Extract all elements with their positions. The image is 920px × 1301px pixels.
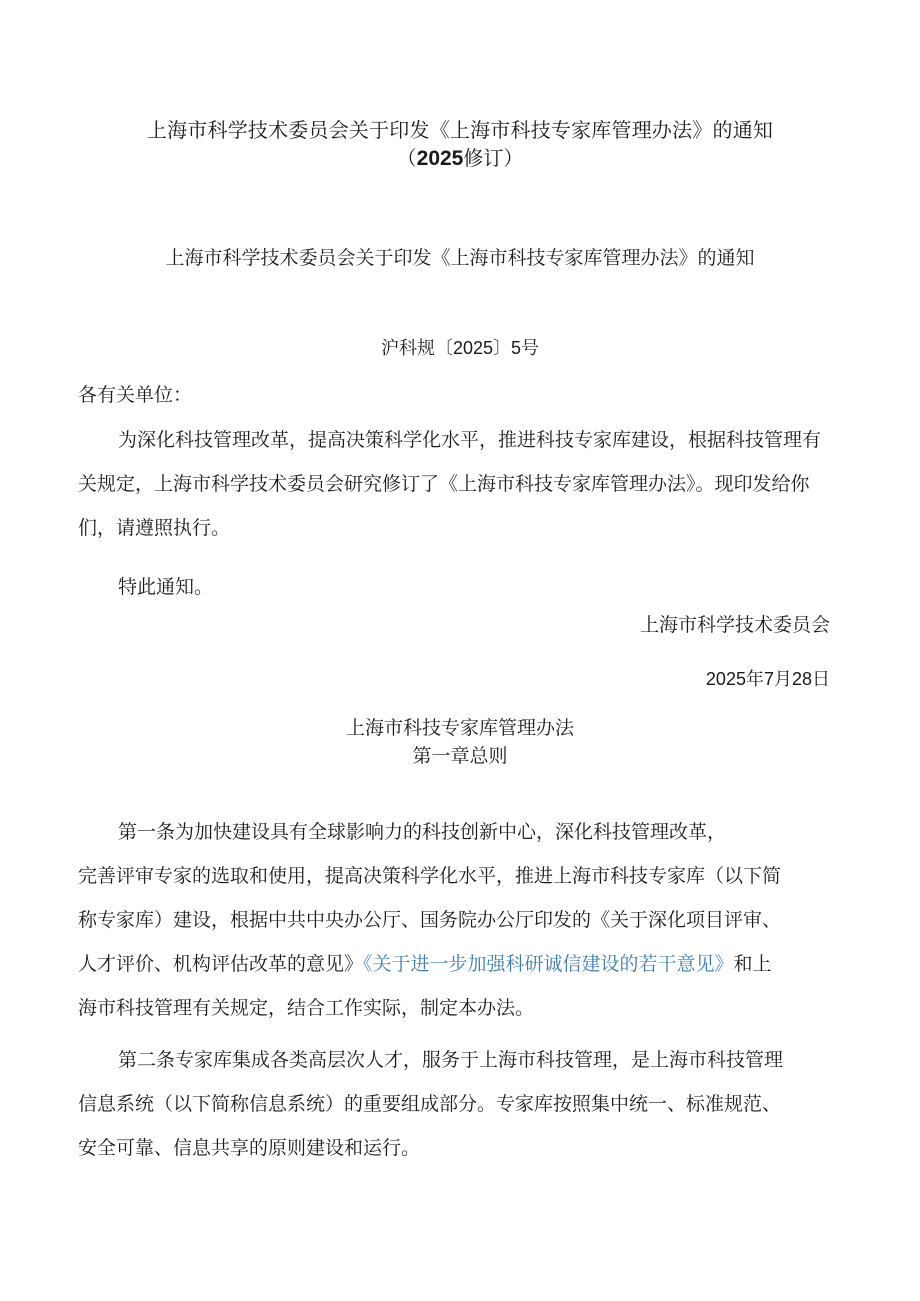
addressee: 各有关单位： <box>78 384 193 406</box>
signature-date: 2025年7月28日 <box>705 669 830 689</box>
article-1-line: 海市科技管理有关规定，结合工作实际，制定本办法。 <box>78 997 535 1019</box>
revision-year: 2025 <box>416 147 464 170</box>
article-1-line: 完善评审专家的选取和使用，提高决策科学化水平，推进上海市科技专家库（以下简 <box>78 865 782 887</box>
article-1-text-4b: 和上 <box>733 953 772 975</box>
chapter-title: 第一章总则 <box>412 745 508 767</box>
article-2-line: 信息系统（以下简称信息系统）的重要组成部分。专家库按照集中统一、标准规范、 <box>78 1093 782 1115</box>
article-2 <box>78 1038 838 1170</box>
special-notice: 特此通知。 <box>118 576 214 598</box>
article-1 <box>78 810 838 1030</box>
article-1-line: 称专家库）建设，根据中共中央办公厅、国务院办公厅印发的《关于深化项目评审、 <box>78 909 782 931</box>
article-1-line <box>78 810 838 854</box>
revision-label: 修订） <box>463 146 524 170</box>
article-1-text-1: 第一条为加快建设具有全球影响力的科技创新中心，深化科技管理改革， <box>118 821 727 843</box>
signer-organization: 上海市科学技术委员会 <box>639 614 830 636</box>
notice-body-text: 为深化科技管理改革，提高决策科学化水平，推进科技专家库建设，根据科技管理有关规定，上海市科学技术委员会研究修订了《上海市科技专家库管理办法》。现印发给你们，请遵照执行。 <box>78 429 822 539</box>
notice-title-revision <box>0 142 920 171</box>
document-number: 沪科规〔2025〕5号 <box>380 338 540 358</box>
research-integrity-link[interactable]: 《关于进一步加强科研诚信建设的若干意见》 <box>363 953 734 975</box>
article-1-text-4a: 人才评价、机构评估改革的意见》 <box>78 953 364 975</box>
article-2-line: 安全可靠、信息共享的原则建设和运行。 <box>78 1137 421 1159</box>
article-2-line <box>78 1038 838 1082</box>
measures-title: 上海市科技专家库管理办法 <box>345 717 574 739</box>
notice-body-paragraph <box>78 418 838 550</box>
revision-open-paren: （ <box>396 146 417 170</box>
notice-title: 上海市科学技术委员会关于印发《上海市科技专家库管理办法》的通知 <box>146 118 774 142</box>
article-1-line <box>78 942 838 986</box>
article-2-text-1: 第二条专家库集成各类高层次人才，服务于上海市科技管理，是上海市科技管理 <box>118 1049 784 1071</box>
notice-subtitle: 上海市科学技术委员会关于印发《上海市科技专家库管理办法》的通知 <box>165 247 755 269</box>
